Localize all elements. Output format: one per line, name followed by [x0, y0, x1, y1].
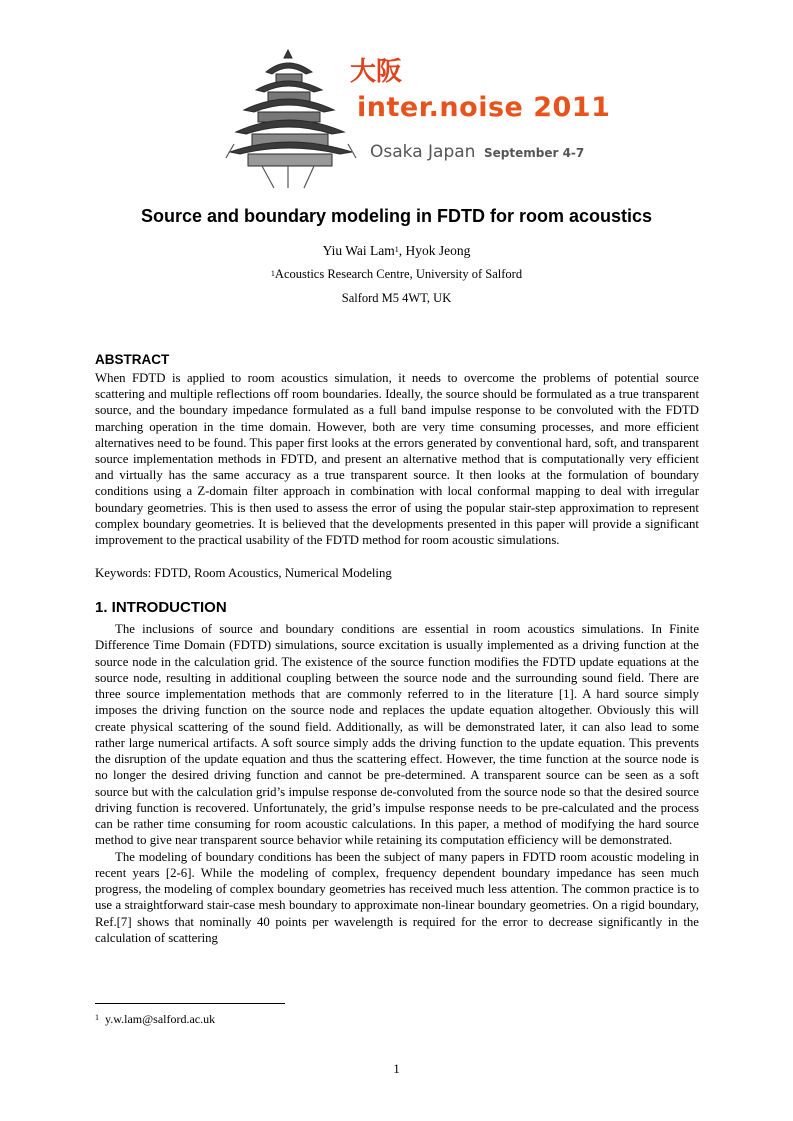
- page-number: 1: [393, 1061, 400, 1076]
- paper-affiliation: [0, 266, 793, 283]
- footnote: [95, 1011, 215, 1027]
- introduction-body: [95, 621, 699, 946]
- paper-address: Salford M5 4WT, UK: [341, 291, 452, 305]
- author-secondary: , Hyok Jeong: [398, 243, 471, 258]
- conference-dates: September 4-7: [484, 146, 585, 160]
- conference-logo: [222, 48, 611, 190]
- paper-authors: [0, 242, 793, 260]
- affiliation-text: Acoustics Research Centre, University of Salford: [274, 267, 523, 281]
- author-primary: Yiu Wai Lam: [322, 243, 395, 258]
- keywords: Keywords: FDTD, Room Acoustics, Numerical Modeling: [95, 566, 392, 580]
- abstract-heading: ABSTRACT: [95, 352, 170, 367]
- affiliation-superscript: 1: [270, 269, 275, 278]
- footnote-email[interactable]: y.w.lam@salford.ac.uk: [105, 1012, 216, 1026]
- author-superscript: 1: [394, 245, 399, 254]
- conference-name: inter.noise 2011: [357, 92, 611, 123]
- abstract-text: When FDTD is applied to room acoustics simulation, it needs to overcome the problems of potential source scattering and multiple reflections off room boundaries. Ideally, the source should be formulated as a true transparent source, and the boundary impedance formulated as a full band impulse response to be convoluted with the FDTD marching operation in the time domain. However, both are very time consuming processes, and more efficient alternatives need to be found. This paper first looks at the errors generated by conventional hard, soft, and transparent source implementation methods in FDTD, and present an alternative method that is computationally very efficient and virtually has the same accuracy as a true transparent source. It then looks at the formulation of boundary conditions using a Z-domain filter approach in combination with local conformal mapping to deal with irregular boundary geometries. This is then used to assess the error of using the popular stair-step approximation to represent complex boundary geometries. It is believed that the developments presented in this paper will provide a significant improvement to the practical usability of the FDTD method for room acoustic simulations.: [95, 371, 699, 548]
- conference-place: Osaka Japan: [370, 142, 476, 162]
- logo-kanji: 大阪: [350, 57, 403, 87]
- footnote-mark: 1: [95, 1013, 99, 1022]
- paper-title: Source and boundary modeling in FDTD for room acoustics: [140, 206, 653, 226]
- osaka-castle-icon: [222, 48, 362, 190]
- introduction-heading: 1. INTRODUCTION: [95, 599, 227, 616]
- introduction-paragraph-2: The modeling of boundary conditions has been the subject of many papers in FDTD room acoustic modeling in recent years [2-6]. While the modeling of complex, frequency dependent boundary impedance has seen much progress, the modeling of complex boundary geometries has received much less attention. The common practice is to use a straightforward stair-case mesh boundary to approximate non-linear boundary geometries. On a rigid boundary, Ref.[7] shows that nominally 40 points per wavelength is required for the error to decrease significantly in the calculation of scattering: [95, 849, 699, 945]
- introduction-paragraph-1: The inclusions of source and boundary conditions are essential in room acoustics simulations. In Finite Difference Time Domain (FDTD) simulations, source excitation is usually implemented as a driving function at the source node in the calculation grid. The existence of the source function modifies the FDTD update equations at the source node, resulting in additional coupling between the source node and the surrounding sound field. There are three source implementation methods that are commonly referred to in the literature [1]. A hard source simply imposes the driving function on the source node and replaces the update equation altogether. Obviously this will create physical scattering of the sound field. Additionally, as will be demonstrated later, it can also lead to some rather large numerical artifacts. A soft source simply adds the driving function to the update equation. This prevents the disruption of the update equation and thus the scattering effect. However, the time function at the source node is no longer the desired driving function and cannot be pre-determined. A transparent source can be seen as a soft source but with the calculation grid’s impulse response de-convoluted from the source node so that the desired source driving function is recovered. Unfortunately, the grid’s impulse response needs to be pre-calculated and the process can be rather time consuming for room acoustic calculations. In this paper, a method of modifying the hard source method to give near transparent source behavior while retaining its computation efficiency will be demonstrated.: [95, 622, 699, 848]
- footnote-divider: [95, 1003, 285, 1004]
